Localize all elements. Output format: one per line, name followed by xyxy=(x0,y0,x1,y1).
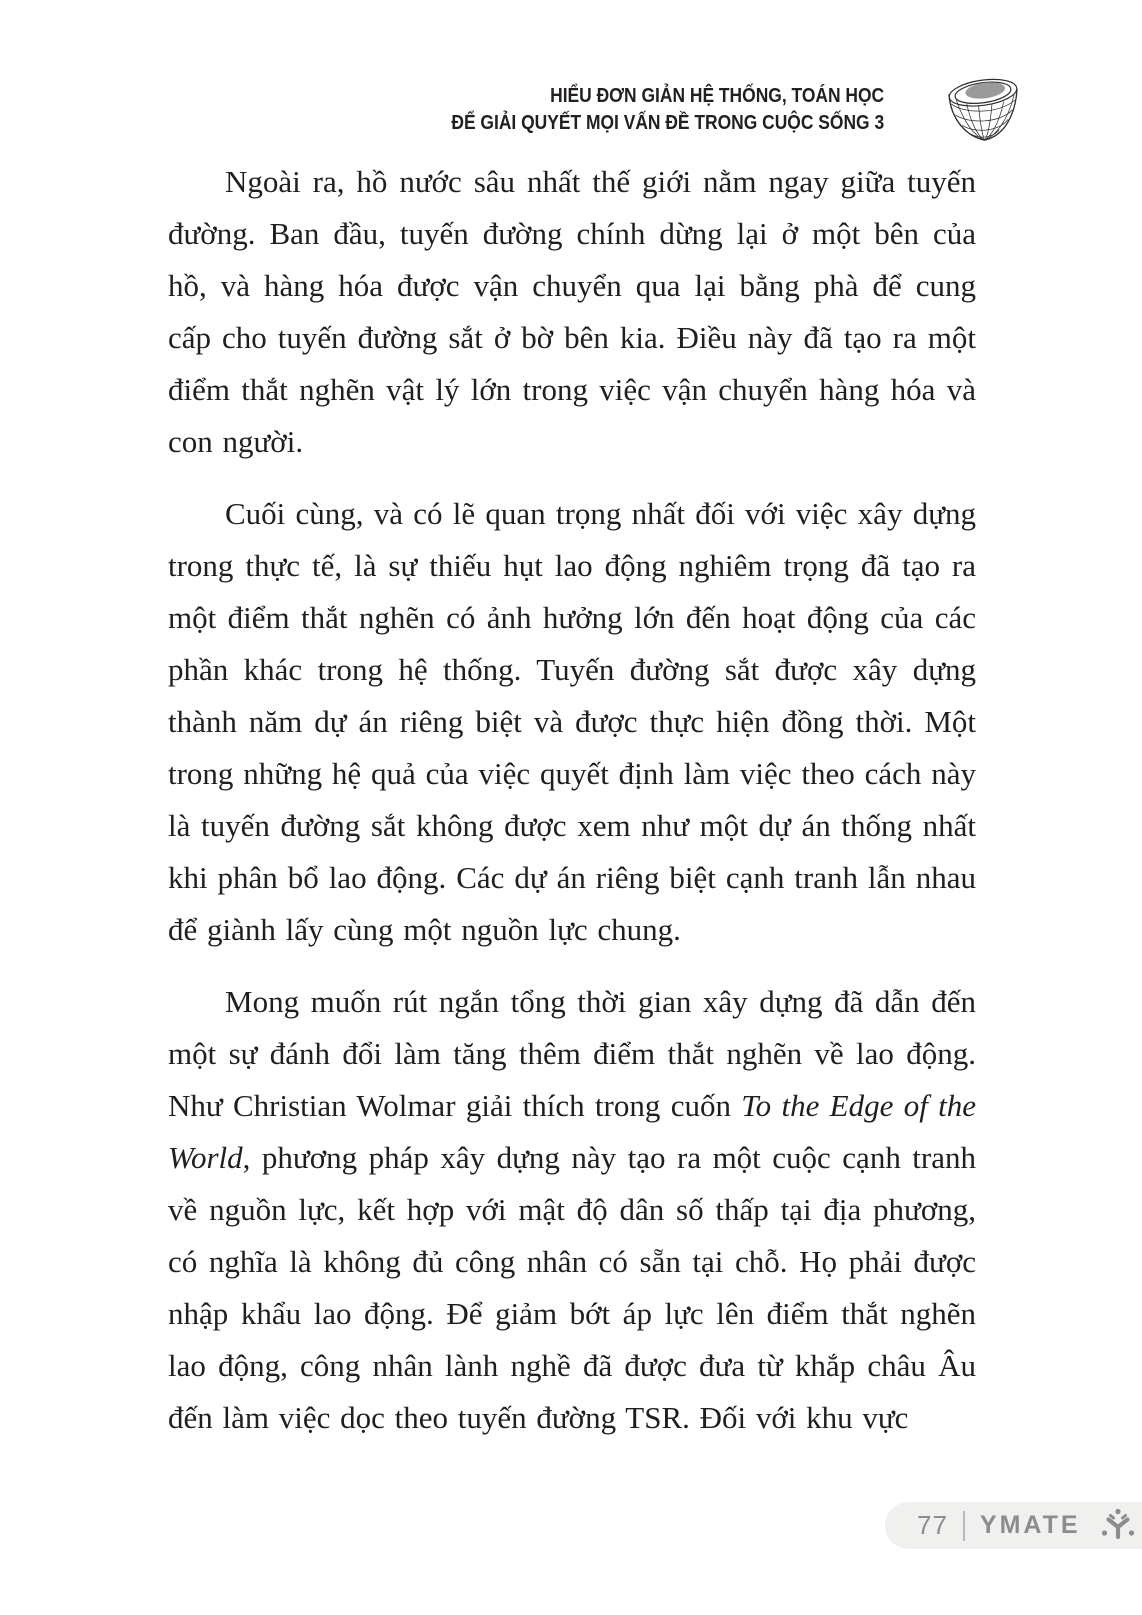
running-head-line2: ĐỂ GIẢI QUYẾT MỌI VẤN ĐỀ TRONG CUỘC SỐNG 3 xyxy=(451,111,884,134)
book-title-italic: To the Edge of the World xyxy=(168,1088,977,1175)
text-segment: Mong muốn rút ngắn tổng thời gian xây dựng đã dẫn đến một sự đánh đổi làm tăng thêm điểm thắt nghẽn về lao động. Như Christian Wolmar giải thích trong cuốn xyxy=(168,984,976,1123)
text-segment: , phương pháp xây dựng này tạo ra một cuộc cạnh tranh về nguồn lực, kết hợp với mật độ dân số thấp tại địa phương, có nghĩa là không đủ công nhân có sẵn tại chỗ. Họ phải được nhập khẩu lao động. Để giảm bớt áp lực lên điểm thắt nghẽn lao động, công nhân lành nghề đã được đưa từ khắp châu Âu đến làm việc dọc theo tuyến đường TSR. Đối với khu vực xyxy=(168,1140,976,1435)
wireframe-globe-bowl-icon xyxy=(946,70,1020,148)
text-segment: Ngoài ra, hồ nước sâu nhất thế giới nằm ngay giữa tuyến đường. Ban đầu, tuyến đường chính dừng lại ở một bên của hồ, và hàng hóa được vận chuyển qua lại bằng phà để cung cấp cho tuyến đường sắt ở bờ bên kia. Điều này đã tạo ra một điểm thắt nghẽn vật lý lớn trong việc vận chuyển hàng hóa và con người. xyxy=(168,164,976,459)
ymate-figure-icon xyxy=(1098,1506,1138,1546)
body-text xyxy=(168,156,976,1464)
footer-divider xyxy=(963,1511,965,1541)
running-head-line1: HIỂU ĐƠN GIẢN HỆ THỐNG, TOÁN HỌC xyxy=(549,84,884,107)
paragraph xyxy=(168,488,976,956)
running-head xyxy=(451,82,884,136)
footer-pill xyxy=(885,1502,1142,1549)
publisher-brand: YMATE xyxy=(979,1511,1081,1539)
page-number: 77 xyxy=(917,1510,948,1540)
paragraph xyxy=(168,156,976,468)
text-segment: Cuối cùng, và có lẽ quan trọng nhất đối với việc xây dựng trong thực tế, là sự thiếu hụt lao động nghiêm trọng đã tạo ra một điểm thắt nghẽn có ảnh hưởng lớn đến hoạt động của các phần khác trong hệ thống. Tuyến đường sắt được xây dựng thành năm dự án riêng biệt và được thực hiện đồng thời. Một trong những hệ quả của việc quyết định làm việc theo cách này là tuyến đường sắt không được xem như một dự án thống nhất khi phân bổ lao động. Các dự án riêng biệt cạnh tranh lẫn nhau để giành lấy cùng một nguồn lực chung. xyxy=(168,496,976,947)
paragraph xyxy=(168,976,976,1444)
